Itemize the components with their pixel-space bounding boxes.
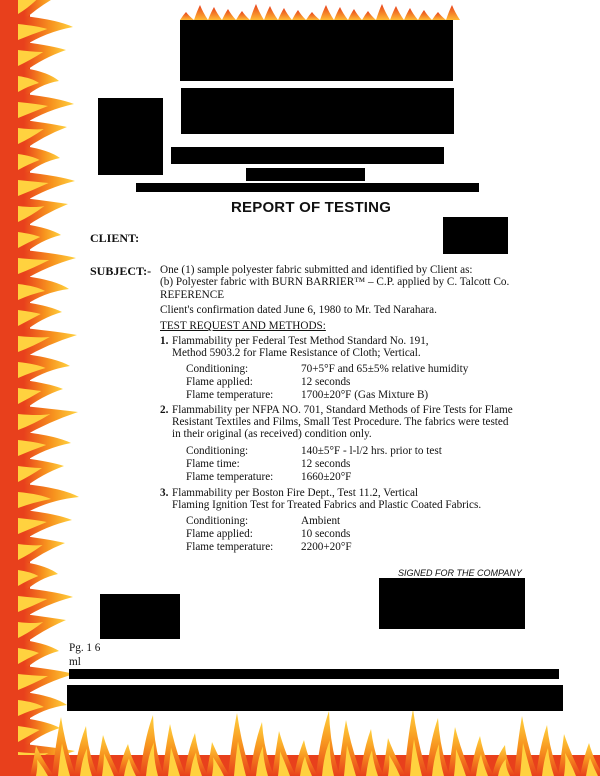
condition-label: Flame time: bbox=[186, 458, 240, 470]
flame-tongue bbox=[404, 8, 418, 20]
methods-heading: TEST REQUEST AND METHODS: bbox=[160, 320, 326, 332]
redacted-letterhead-block-2 bbox=[181, 88, 454, 134]
redacted-rule-line bbox=[136, 183, 479, 192]
condition-label: Conditioning: bbox=[186, 445, 249, 457]
test-description: Flammability per Federal Test Method Standard No. 191, bbox=[172, 335, 429, 347]
flame-tongue bbox=[362, 11, 376, 20]
test-description: Flammability per Boston Fire Dept., Test 11.2, Vertical bbox=[172, 487, 419, 499]
flame-tongue bbox=[334, 7, 348, 20]
condition-label: Flame applied: bbox=[186, 376, 253, 388]
redacted-letterhead-block-1 bbox=[180, 20, 453, 81]
report-title: REPORT OF TESTING bbox=[231, 199, 392, 216]
flame-tongue bbox=[418, 10, 432, 20]
condition-label: Conditioning: bbox=[186, 515, 249, 527]
flame-tongue bbox=[264, 6, 278, 20]
condition-value: 140±5°F - l-l/2 hrs. prior to test bbox=[301, 445, 442, 457]
test-description: Flaming Ignition Test for Treated Fabrics and Plastic Coated Fabrics. bbox=[172, 499, 482, 511]
condition-value: Ambient bbox=[301, 515, 341, 527]
subject-label: SUBJECT:- bbox=[90, 264, 152, 278]
redacted-phone-line bbox=[246, 168, 365, 181]
reference-text: Client's confirmation dated June 6, 1980 to Mr. Ted Narahara. bbox=[160, 304, 437, 316]
flame-tongue bbox=[390, 6, 404, 20]
bottom-flame-strip bbox=[0, 709, 600, 776]
flame-tongue bbox=[348, 9, 362, 20]
typist-initials: ml bbox=[69, 656, 81, 668]
condition-value: 2200+20°F bbox=[301, 541, 352, 553]
condition-value: 1660±20°F bbox=[301, 471, 352, 483]
redacted-logo bbox=[98, 98, 163, 175]
condition-value: 70+5°F and 65±5% relative humidity bbox=[301, 363, 469, 375]
condition-label: Flame applied: bbox=[186, 528, 253, 540]
test-number: 3. bbox=[160, 487, 169, 499]
test-description: Resistant Textiles and Films, Small Test Procedure. The fabrics were tested bbox=[172, 416, 509, 428]
redacted-footer-line bbox=[69, 669, 559, 679]
client-label: CLIENT: bbox=[90, 231, 140, 245]
condition-label: Flame temperature: bbox=[186, 389, 274, 401]
flame-tongue bbox=[306, 12, 320, 20]
signed-for-company-label: SIGNED FOR THE COMPANY bbox=[398, 568, 522, 578]
redacted-signature bbox=[379, 578, 525, 629]
page-number: Pg. 1 6 bbox=[69, 642, 101, 654]
reference-heading: REFERENCE bbox=[160, 289, 225, 301]
condition-label: Flame temperature: bbox=[186, 541, 274, 553]
top-flame-strip bbox=[180, 4, 460, 20]
flame-tongue bbox=[208, 7, 222, 20]
test-description: in their original (as received) condition only. bbox=[172, 428, 372, 440]
redacted-client-name bbox=[443, 217, 508, 254]
condition-value: 10 seconds bbox=[301, 528, 351, 540]
redacted-address-line bbox=[171, 147, 444, 164]
flame-tongue bbox=[278, 8, 292, 20]
test-description: Flammability per NFPA NO. 701, Standard Methods of Fire Tests for Flame bbox=[172, 404, 513, 416]
test-description: Method 5903.2 for Flame Resistance of Cloth; Vertical. bbox=[172, 347, 421, 359]
test-number: 2. bbox=[160, 404, 169, 416]
condition-value: 12 seconds bbox=[301, 376, 351, 388]
subject-line: (b) Polyester fabric with BURN BARRIER™ – C.P. applied by C. Talcott Co. bbox=[160, 276, 510, 288]
condition-label: Conditioning: bbox=[186, 363, 249, 375]
flame-tongue bbox=[432, 12, 446, 20]
condition-label: Flame temperature: bbox=[186, 471, 274, 483]
flame-tongue bbox=[292, 10, 306, 20]
test-number: 1. bbox=[160, 335, 169, 347]
flame-tongue bbox=[194, 5, 208, 20]
subject-line: One (1) sample polyester fabric submitted and identified by Client as: bbox=[160, 264, 473, 276]
redacted-stamp bbox=[100, 594, 180, 639]
left-flame-strip bbox=[0, 0, 79, 776]
redacted-footer-block bbox=[67, 685, 563, 711]
flame-tongue bbox=[236, 11, 250, 20]
flame-tongue bbox=[376, 4, 390, 20]
flame-tongue bbox=[222, 9, 236, 20]
flame-tongue bbox=[320, 5, 334, 20]
flame-tongue bbox=[180, 12, 194, 20]
condition-value: 1700±20°F (Gas Mixture B) bbox=[301, 389, 429, 401]
flame-tongue bbox=[250, 4, 264, 20]
condition-value: 12 seconds bbox=[301, 458, 351, 470]
flame-tongue bbox=[446, 5, 460, 20]
